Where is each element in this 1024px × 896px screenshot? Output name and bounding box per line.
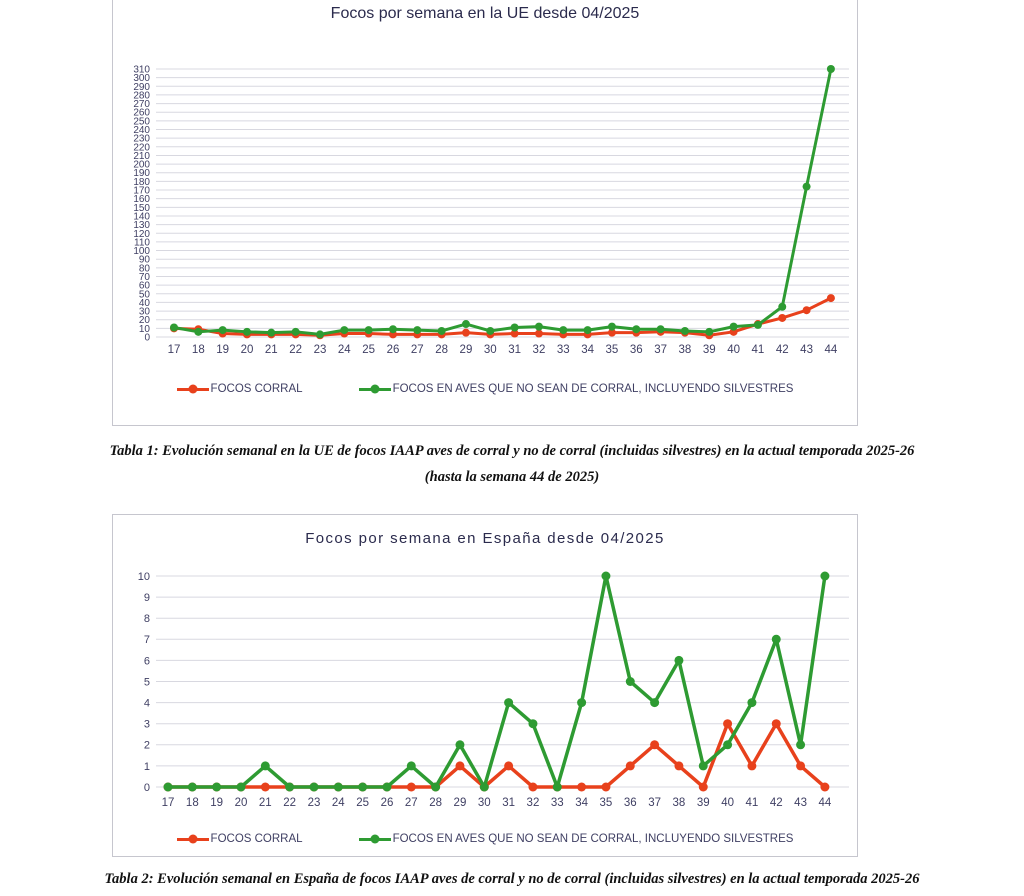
y-tick-label: 8 [143, 613, 150, 626]
y-tick-label: 290 [133, 81, 150, 93]
eu-chart-title: Focos por semana en la UE desde 04/2025 [330, 5, 640, 22]
data-point [827, 294, 835, 302]
data-point [705, 328, 713, 336]
data-point [608, 323, 616, 331]
data-point [681, 327, 689, 335]
data-point [194, 328, 202, 336]
x-tick-label: 20 [234, 797, 248, 809]
y-tick-label: 20 [138, 315, 150, 327]
table-1-caption-line-2: (hasta la semana 44 de 2025) [424, 469, 600, 485]
x-tick-label: 44 [818, 797, 832, 809]
data-point [778, 314, 786, 322]
data-point [820, 783, 829, 792]
data-point [650, 698, 659, 707]
y-axis-tick-labels [133, 65, 150, 344]
x-tick-label: 34 [575, 797, 589, 809]
data-point [486, 327, 494, 335]
spain-weekly-chart [112, 514, 858, 857]
x-tick-label: 31 [502, 797, 516, 809]
data-point [358, 783, 367, 792]
y-tick-label: 310 [133, 64, 150, 76]
data-point [584, 326, 592, 334]
data-point [796, 740, 805, 749]
data-point [236, 783, 245, 792]
x-tick-label: 39 [702, 344, 716, 356]
data-point [188, 783, 197, 792]
x-tick-label: 32 [526, 797, 540, 809]
x-tick-label: 33 [550, 797, 564, 809]
data-point [164, 783, 173, 792]
x-axis-tick-labels [168, 344, 838, 356]
table-2-caption [0, 866, 1024, 892]
data-point [747, 761, 756, 770]
y-tick-label: 40 [138, 297, 150, 309]
data-point [261, 761, 270, 770]
data-point [170, 323, 178, 331]
data-point [577, 783, 586, 792]
x-tick-label: 21 [264, 344, 278, 356]
data-point [772, 719, 781, 728]
x-tick-label: 28 [435, 344, 449, 356]
x-tick-label: 27 [404, 797, 418, 809]
x-tick-label: 33 [556, 344, 570, 356]
x-tick-label: 20 [240, 344, 254, 356]
corral-line-marker-icon [177, 388, 209, 391]
legend-label-focos-corral: FOCOS CORRAL [210, 833, 303, 845]
data-point [601, 783, 610, 792]
data-point [219, 326, 227, 334]
y-tick-label: 230 [133, 133, 150, 145]
data-point [382, 783, 391, 792]
data-point [365, 326, 373, 334]
x-tick-label: 38 [678, 344, 692, 356]
x-tick-label: 22 [283, 797, 297, 809]
x-tick-label: 29 [459, 344, 473, 356]
data-point [723, 719, 732, 728]
data-point [261, 783, 270, 792]
x-tick-label: 42 [769, 797, 783, 809]
data-point [504, 698, 513, 707]
x-tick-label: 17 [167, 344, 181, 356]
legend-item-focos-no-corral [359, 833, 794, 845]
y-tick-label: 250 [133, 116, 150, 128]
y-tick-label: 50 [138, 289, 150, 301]
data-point [438, 327, 446, 335]
data-point [657, 325, 665, 333]
y-tick-label: 200 [133, 159, 150, 171]
data-point [407, 761, 416, 770]
y-tick-label: 4 [143, 697, 150, 710]
y-tick-label: 10 [138, 323, 150, 335]
y-tick-label: 220 [133, 142, 150, 154]
data-point [462, 320, 470, 328]
data-point [730, 323, 738, 331]
spain-chart-title: Focos por semana en España desde 04/2025 [305, 530, 665, 547]
data-point [455, 740, 464, 749]
x-tick-label: 28 [429, 797, 443, 809]
y-tick-label: 140 [133, 211, 150, 223]
data-point [650, 740, 659, 749]
x-tick-label: 21 [258, 797, 272, 809]
x-tick-label: 36 [623, 797, 637, 809]
legend-label-focos-corral: FOCOS CORRAL [210, 383, 303, 395]
x-tick-label: 23 [307, 797, 321, 809]
x-tick-label: 29 [453, 797, 467, 809]
x-tick-label: 34 [581, 344, 595, 356]
y-tick-label: 260 [133, 107, 150, 119]
data-point [285, 783, 294, 792]
data-point [559, 326, 567, 334]
data-point [316, 330, 324, 338]
y-tick-label: 150 [133, 202, 150, 214]
x-tick-label: 19 [216, 344, 230, 356]
x-tick-label: 40 [721, 797, 734, 809]
eu-chart-plot-area [113, 0, 859, 426]
x-tick-label: 44 [824, 344, 838, 356]
legend-label-focos-no-corral: FOCOS EN AVES QUE NO SEAN DE CORRAL, INCLUYENDO SILVESTRES [392, 383, 794, 395]
spain-chart-legend [113, 833, 857, 845]
gridlines [156, 69, 849, 337]
x-tick-label: 42 [775, 344, 789, 356]
y-tick-label: 120 [133, 228, 150, 240]
data-point [267, 329, 275, 337]
legend-label-focos-no-corral: FOCOS EN AVES QUE NO SEAN DE CORRAL, INCLUYENDO SILVESTRES [392, 833, 794, 845]
x-tick-label: 23 [313, 344, 327, 356]
data-point [462, 329, 470, 337]
data-point [626, 677, 635, 686]
data-point [674, 761, 683, 770]
y-tick-label: 300 [133, 73, 150, 85]
data-point [528, 783, 537, 792]
x-tick-label: 30 [483, 344, 497, 356]
x-tick-label: 35 [605, 344, 619, 356]
x-tick-label: 41 [751, 344, 765, 356]
data-point [407, 783, 416, 792]
x-tick-label: 18 [185, 797, 199, 809]
y-tick-label: 0 [143, 781, 150, 794]
y-tick-label: 30 [138, 306, 150, 318]
data-point [413, 326, 421, 334]
data-point [796, 761, 805, 770]
x-tick-label: 24 [331, 797, 345, 809]
data-point [511, 323, 519, 331]
series-focos-no-corral [170, 65, 835, 338]
x-tick-label: 37 [648, 797, 661, 809]
data-point [803, 306, 811, 314]
x-tick-label: 43 [800, 344, 813, 356]
y-tick-label: 9 [143, 591, 150, 604]
x-tick-label: 32 [532, 344, 546, 356]
y-tick-label: 130 [133, 220, 150, 232]
x-tick-label: 39 [696, 797, 710, 809]
data-point [243, 328, 251, 336]
data-point [480, 783, 489, 792]
y-tick-label: 110 [134, 237, 150, 249]
x-tick-label: 25 [362, 344, 376, 356]
data-point [803, 183, 811, 191]
data-point [535, 330, 543, 338]
data-point [723, 740, 732, 749]
corral-line-marker-icon [177, 838, 209, 841]
data-point [772, 635, 781, 644]
y-tick-label: 270 [133, 99, 150, 111]
y-tick-label: 7 [143, 634, 150, 647]
table-2-caption-line-1: Tabla 2: Evolución semanal en España de focos IAAP aves de corral y no de corral (incluidas silvestres) en la actual temporada 2025-26 [104, 871, 920, 887]
y-tick-label: 10 [137, 570, 150, 583]
data-point [334, 783, 343, 792]
data-point [535, 323, 543, 331]
data-point [778, 303, 786, 311]
legend-item-focos-no-corral [359, 383, 794, 395]
data-point [553, 783, 562, 792]
no-corral-line-marker-icon [359, 388, 391, 391]
y-tick-label: 80 [138, 263, 150, 275]
y-tick-label: 3 [143, 718, 150, 731]
x-tick-label: 17 [161, 797, 175, 809]
no-corral-line-marker-icon [359, 838, 391, 841]
table-1-caption-line-1: Tabla 1: Evolución semanal en la UE de focos IAAP aves de corral y no de corral (incluidas silvestres) en la actual temporada 2025-26 [109, 443, 915, 459]
data-point [577, 698, 586, 707]
data-point [632, 325, 640, 333]
x-tick-label: 40 [727, 344, 740, 356]
y-tick-label: 5 [143, 676, 150, 689]
y-tick-label: 60 [138, 280, 150, 292]
data-point [699, 761, 708, 770]
x-tick-label: 26 [380, 797, 394, 809]
data-point [754, 321, 762, 329]
data-point [389, 325, 397, 333]
y-tick-label: 160 [133, 194, 150, 206]
x-axis-tick-labels [162, 797, 832, 809]
data-point [601, 572, 610, 581]
legend-item-focos-corral [177, 383, 303, 395]
data-point [212, 783, 221, 792]
x-tick-label: 19 [210, 797, 224, 809]
x-tick-label: 41 [745, 797, 759, 809]
x-tick-label: 25 [356, 797, 370, 809]
y-tick-label: 70 [138, 271, 150, 283]
x-tick-label: 24 [337, 344, 351, 356]
data-point [820, 572, 829, 581]
spain-chart-plot-area [113, 515, 859, 858]
y-axis-tick-labels [138, 571, 150, 794]
x-tick-label: 30 [477, 797, 491, 809]
data-point [431, 783, 440, 792]
y-tick-label: 1 [143, 760, 150, 773]
data-point [699, 783, 708, 792]
y-tick-label: 0 [144, 332, 150, 344]
y-tick-label: 100 [133, 246, 150, 258]
data-point [528, 719, 537, 728]
legend-item-focos-corral [177, 833, 303, 845]
y-tick-label: 6 [143, 655, 150, 668]
x-tick-label: 35 [599, 797, 613, 809]
x-tick-label: 31 [508, 344, 522, 356]
y-tick-label: 170 [133, 185, 150, 197]
x-tick-label: 26 [386, 344, 400, 356]
x-tick-label: 37 [654, 344, 667, 356]
data-point [340, 326, 348, 334]
y-tick-label: 180 [133, 176, 150, 188]
data-point [747, 698, 756, 707]
series-focos-corral [164, 719, 830, 791]
y-tick-label: 90 [138, 254, 150, 266]
y-tick-label: 280 [133, 90, 150, 102]
eu-weekly-chart [112, 0, 858, 426]
data-point [626, 761, 635, 770]
y-tick-label: 210 [133, 150, 150, 162]
x-tick-label: 18 [191, 344, 205, 356]
x-tick-label: 38 [672, 797, 686, 809]
eu-chart-legend [113, 383, 857, 395]
y-tick-label: 190 [133, 168, 150, 180]
x-tick-label: 43 [794, 797, 807, 809]
data-point [674, 656, 683, 665]
data-point [292, 328, 300, 336]
x-tick-label: 22 [289, 344, 303, 356]
data-point [504, 761, 513, 770]
data-point [455, 761, 464, 770]
y-tick-label: 2 [143, 739, 150, 752]
data-point [827, 65, 835, 73]
x-tick-label: 27 [410, 344, 424, 356]
table-1-caption [0, 438, 1024, 490]
y-tick-label: 240 [133, 125, 150, 137]
data-point [309, 783, 318, 792]
x-tick-label: 36 [629, 344, 643, 356]
